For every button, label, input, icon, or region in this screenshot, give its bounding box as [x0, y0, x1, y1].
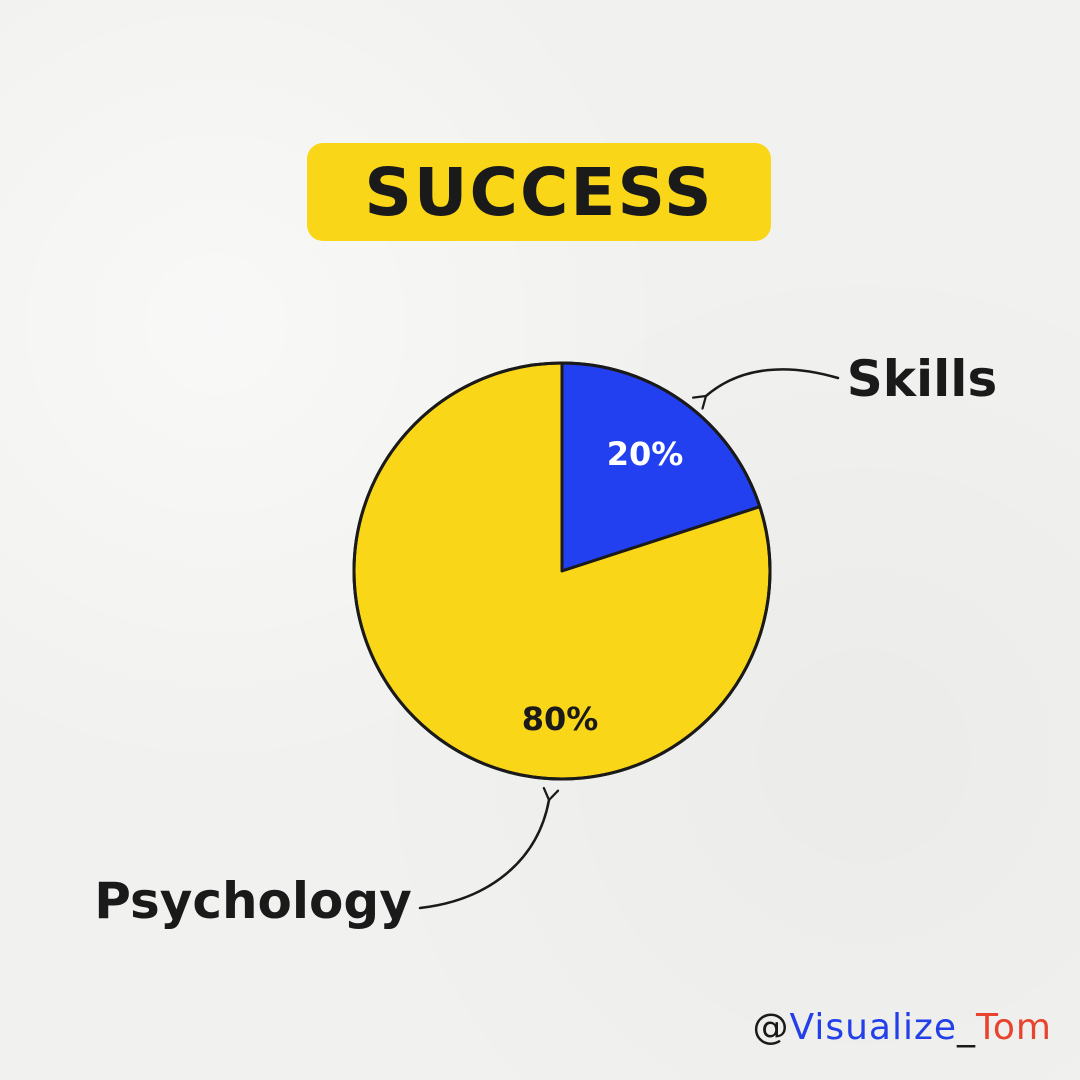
slice-label-skills-percent: 20% — [606, 435, 684, 473]
watermark-at: @ — [752, 1007, 790, 1048]
callout-psychology-arrow — [420, 800, 549, 908]
watermark-handle — [753, 1007, 1053, 1048]
callout-psychology-label: Psychology — [94, 872, 412, 930]
watermark-name: Visualize — [789, 1007, 958, 1048]
slice-label-psychology-percent: 80% — [521, 700, 599, 738]
watermark-underscore: _ — [957, 1007, 977, 1048]
watermark-sub: Tom — [976, 1007, 1052, 1048]
callout-skills-label: Skills — [846, 350, 998, 408]
callout-skills-arrow — [706, 369, 838, 396]
chart-title: SUCCESS — [364, 153, 714, 231]
